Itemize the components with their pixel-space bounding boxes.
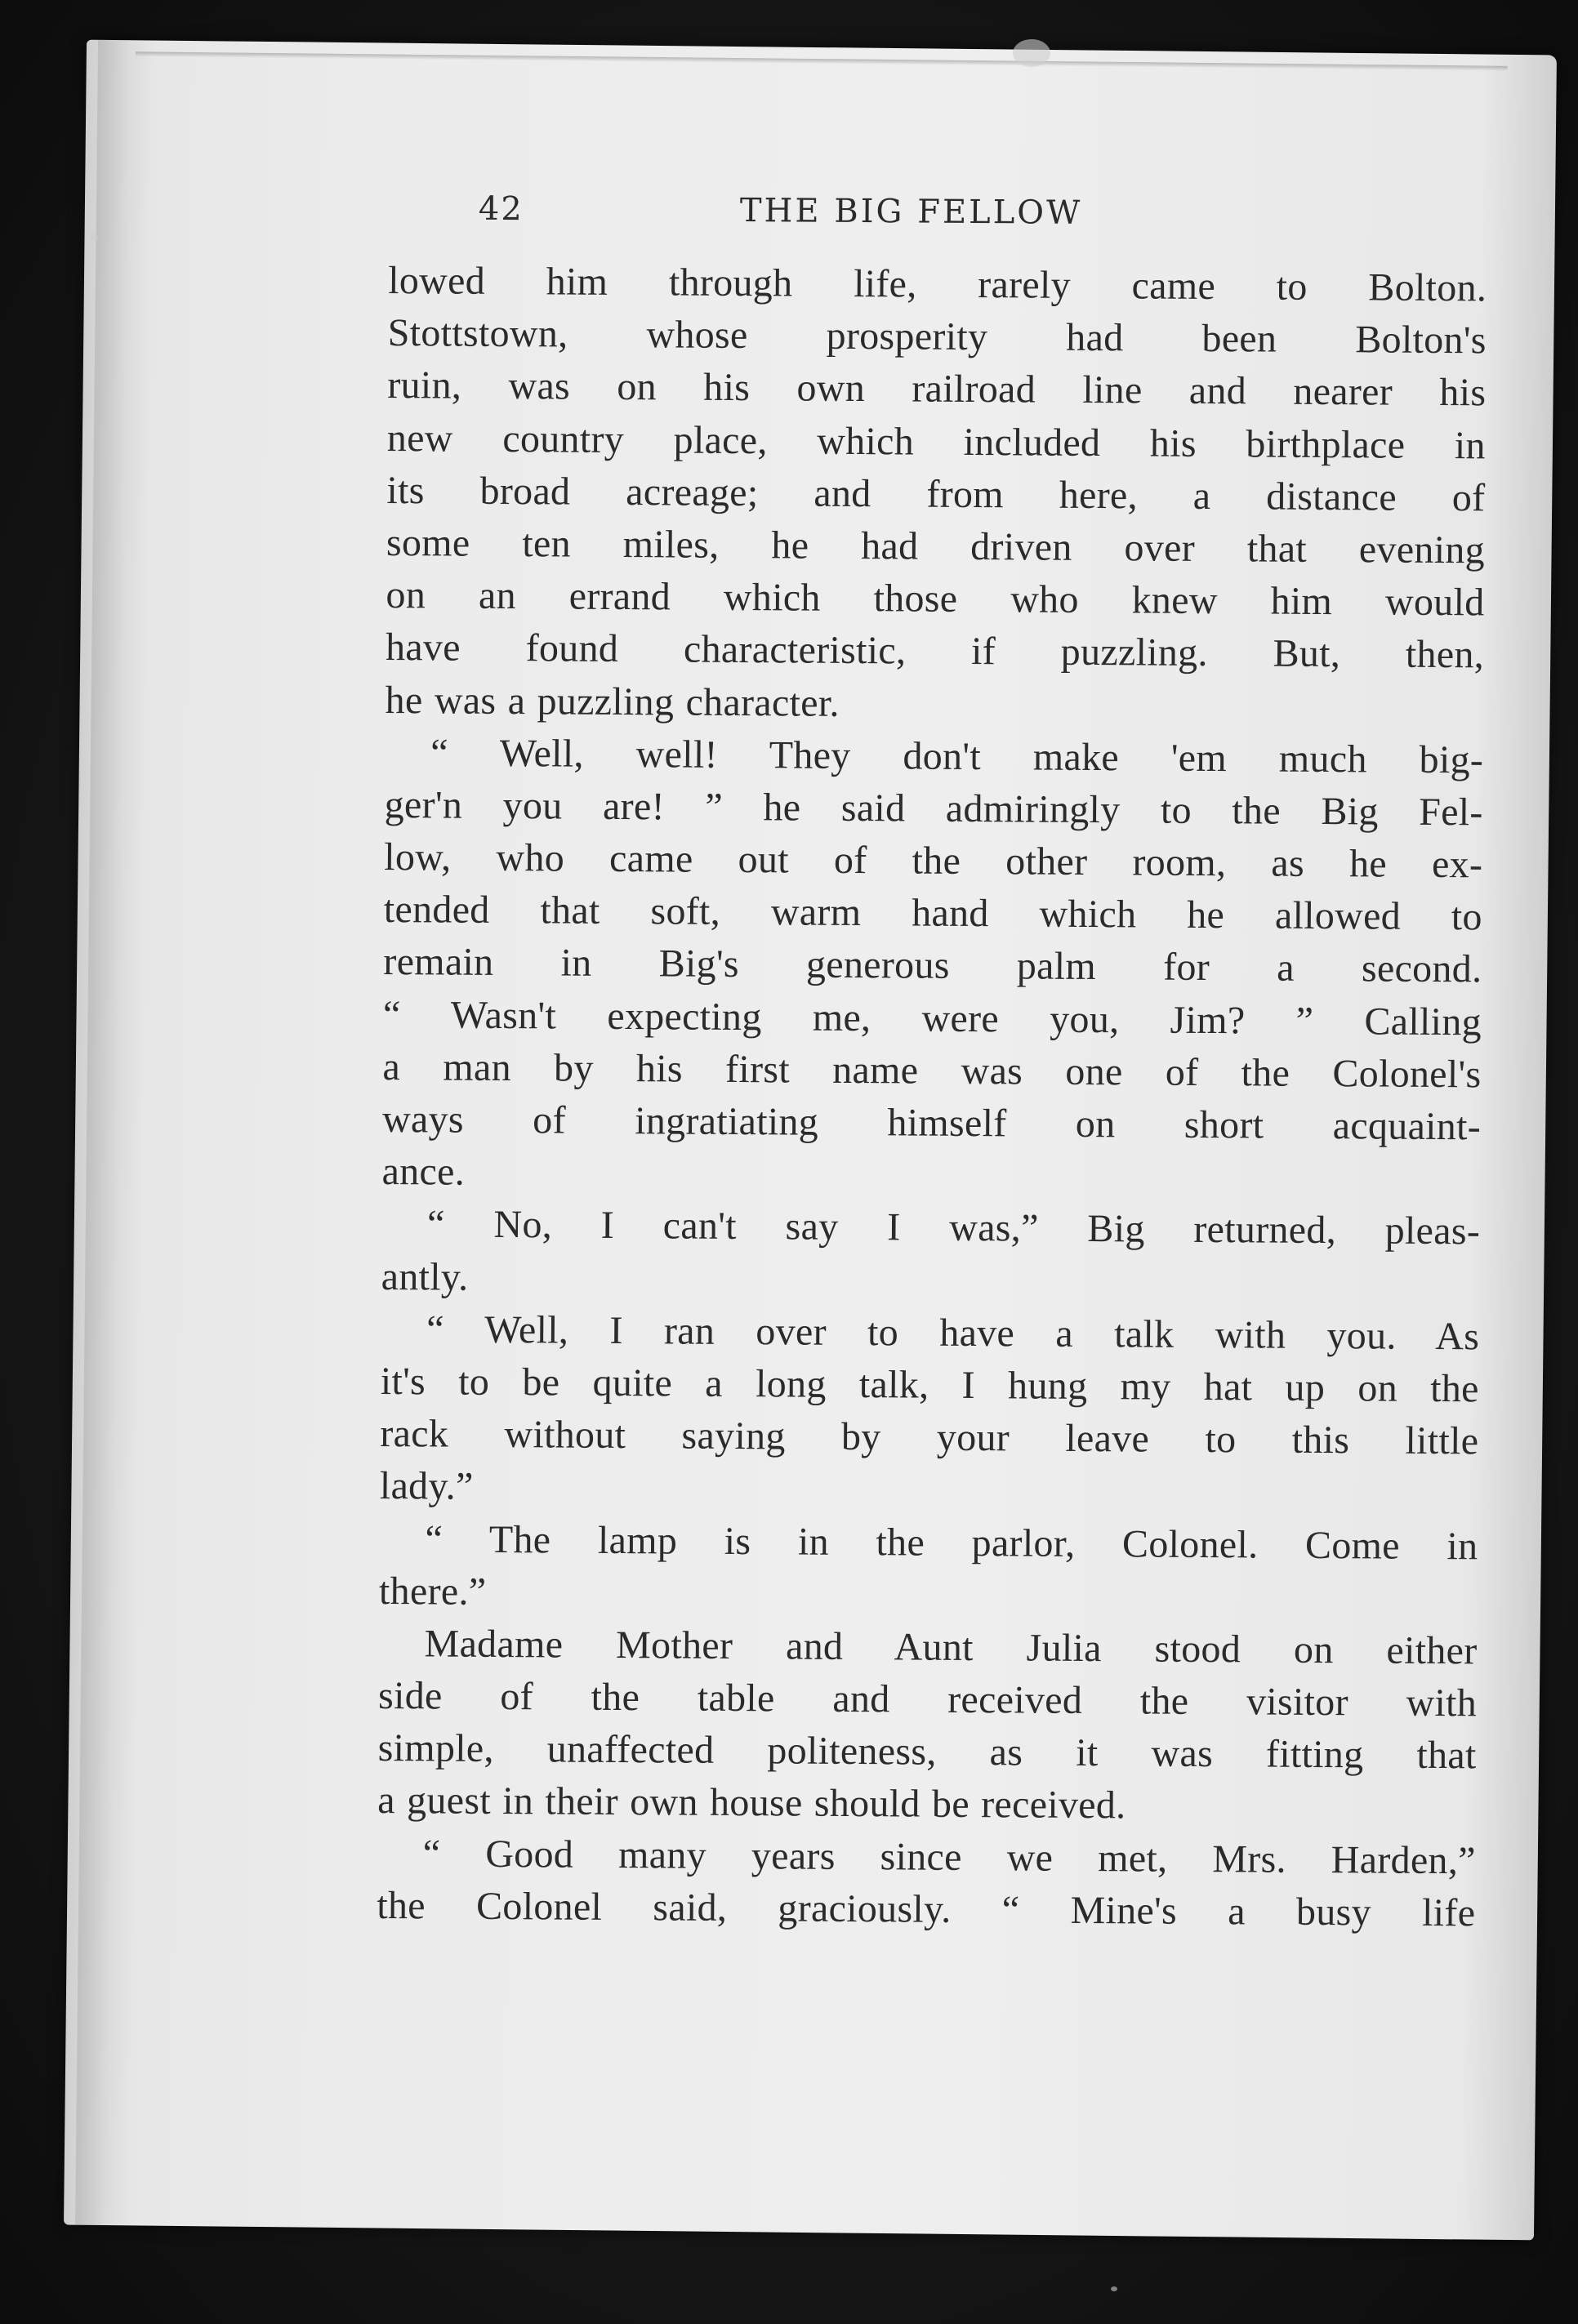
book-title: THE BIG FELLOW xyxy=(739,192,1083,232)
text-line: some ten miles, he had driven over that evening xyxy=(386,520,1486,572)
text-line: “ Well, I ran over to have a talk with you. As xyxy=(426,1307,1480,1359)
text-line: rack without saying by your leave to this little xyxy=(380,1412,1479,1463)
text-line: on an errand which those who knew him would xyxy=(386,573,1485,625)
text-line: new country place, which included his birthplace in xyxy=(386,416,1487,467)
text-line: lady.” xyxy=(379,1464,474,1509)
text-line: it's to be quite a long talk, I hung my hat up on the xyxy=(380,1359,1479,1411)
body-text xyxy=(377,255,1487,1939)
text-line: its broad acreage; and from here, a distance of xyxy=(386,468,1486,520)
text-line: “ Well, well! They don't make 'em much big- xyxy=(430,731,1484,782)
running-head xyxy=(388,189,1487,262)
text-line: “ Wasn't expecting me, were you, Jim? ” Calling xyxy=(382,992,1482,1044)
text-line: the Colonel said, graciously. “ Mine's a busy life xyxy=(377,1883,1476,1935)
text-line: simple, unaffected politeness, as it was fitting that xyxy=(377,1726,1477,1778)
text-line: a man by his first name was one of the Colonel's xyxy=(382,1044,1482,1097)
text-line: Stottstown, whose prosperity had been Bolton's xyxy=(387,311,1487,363)
text-line: there.” xyxy=(378,1569,487,1614)
text-line: ways of ingratiating himself on short acquaint- xyxy=(381,1097,1482,1149)
page-text-block xyxy=(377,189,1487,1939)
text-line: antly. xyxy=(381,1254,469,1299)
text-line: Madame Mother and Aunt Julia stood on either xyxy=(424,1622,1478,1673)
scan-speck xyxy=(1013,39,1050,67)
page-gutter-shadow xyxy=(75,40,155,2226)
scan-speck xyxy=(90,234,98,242)
page-number: 42 xyxy=(478,189,524,229)
text-line: he was a puzzling character. xyxy=(385,678,840,725)
text-line: low, who came out of the other room, as he ex- xyxy=(384,835,1483,887)
text-line: “ Good many years since we met, Mrs. Harden,” xyxy=(422,1831,1476,1882)
text-line: ger'n you are! ” he said admiringly to the Big Fel- xyxy=(384,782,1483,835)
text-line: tended that soft, warm hand which he allowed to xyxy=(383,888,1482,939)
text-line: have found characteristic, if puzzling. But, then, xyxy=(385,626,1485,677)
text-line: lowed him through life, rarely came to Bolton. xyxy=(388,258,1487,310)
text-line: “ No, I can't say I was,” Big returned, pleas- xyxy=(426,1202,1481,1253)
text-line: ruin, was on his own railroad line and nearer his xyxy=(387,363,1487,415)
text-line: remain in Big's generous palm for a second. xyxy=(383,940,1482,991)
page-top-edge xyxy=(136,51,1508,71)
scan-speck xyxy=(1111,2286,1117,2291)
text-line: a guest in their own house should be received. xyxy=(377,1779,1126,1828)
text-line: “ The lamp is in the parlor, Colonel. Come in xyxy=(425,1516,1478,1568)
text-line: side of the table and received the visitor with xyxy=(377,1674,1478,1725)
text-line: ance. xyxy=(381,1150,466,1194)
